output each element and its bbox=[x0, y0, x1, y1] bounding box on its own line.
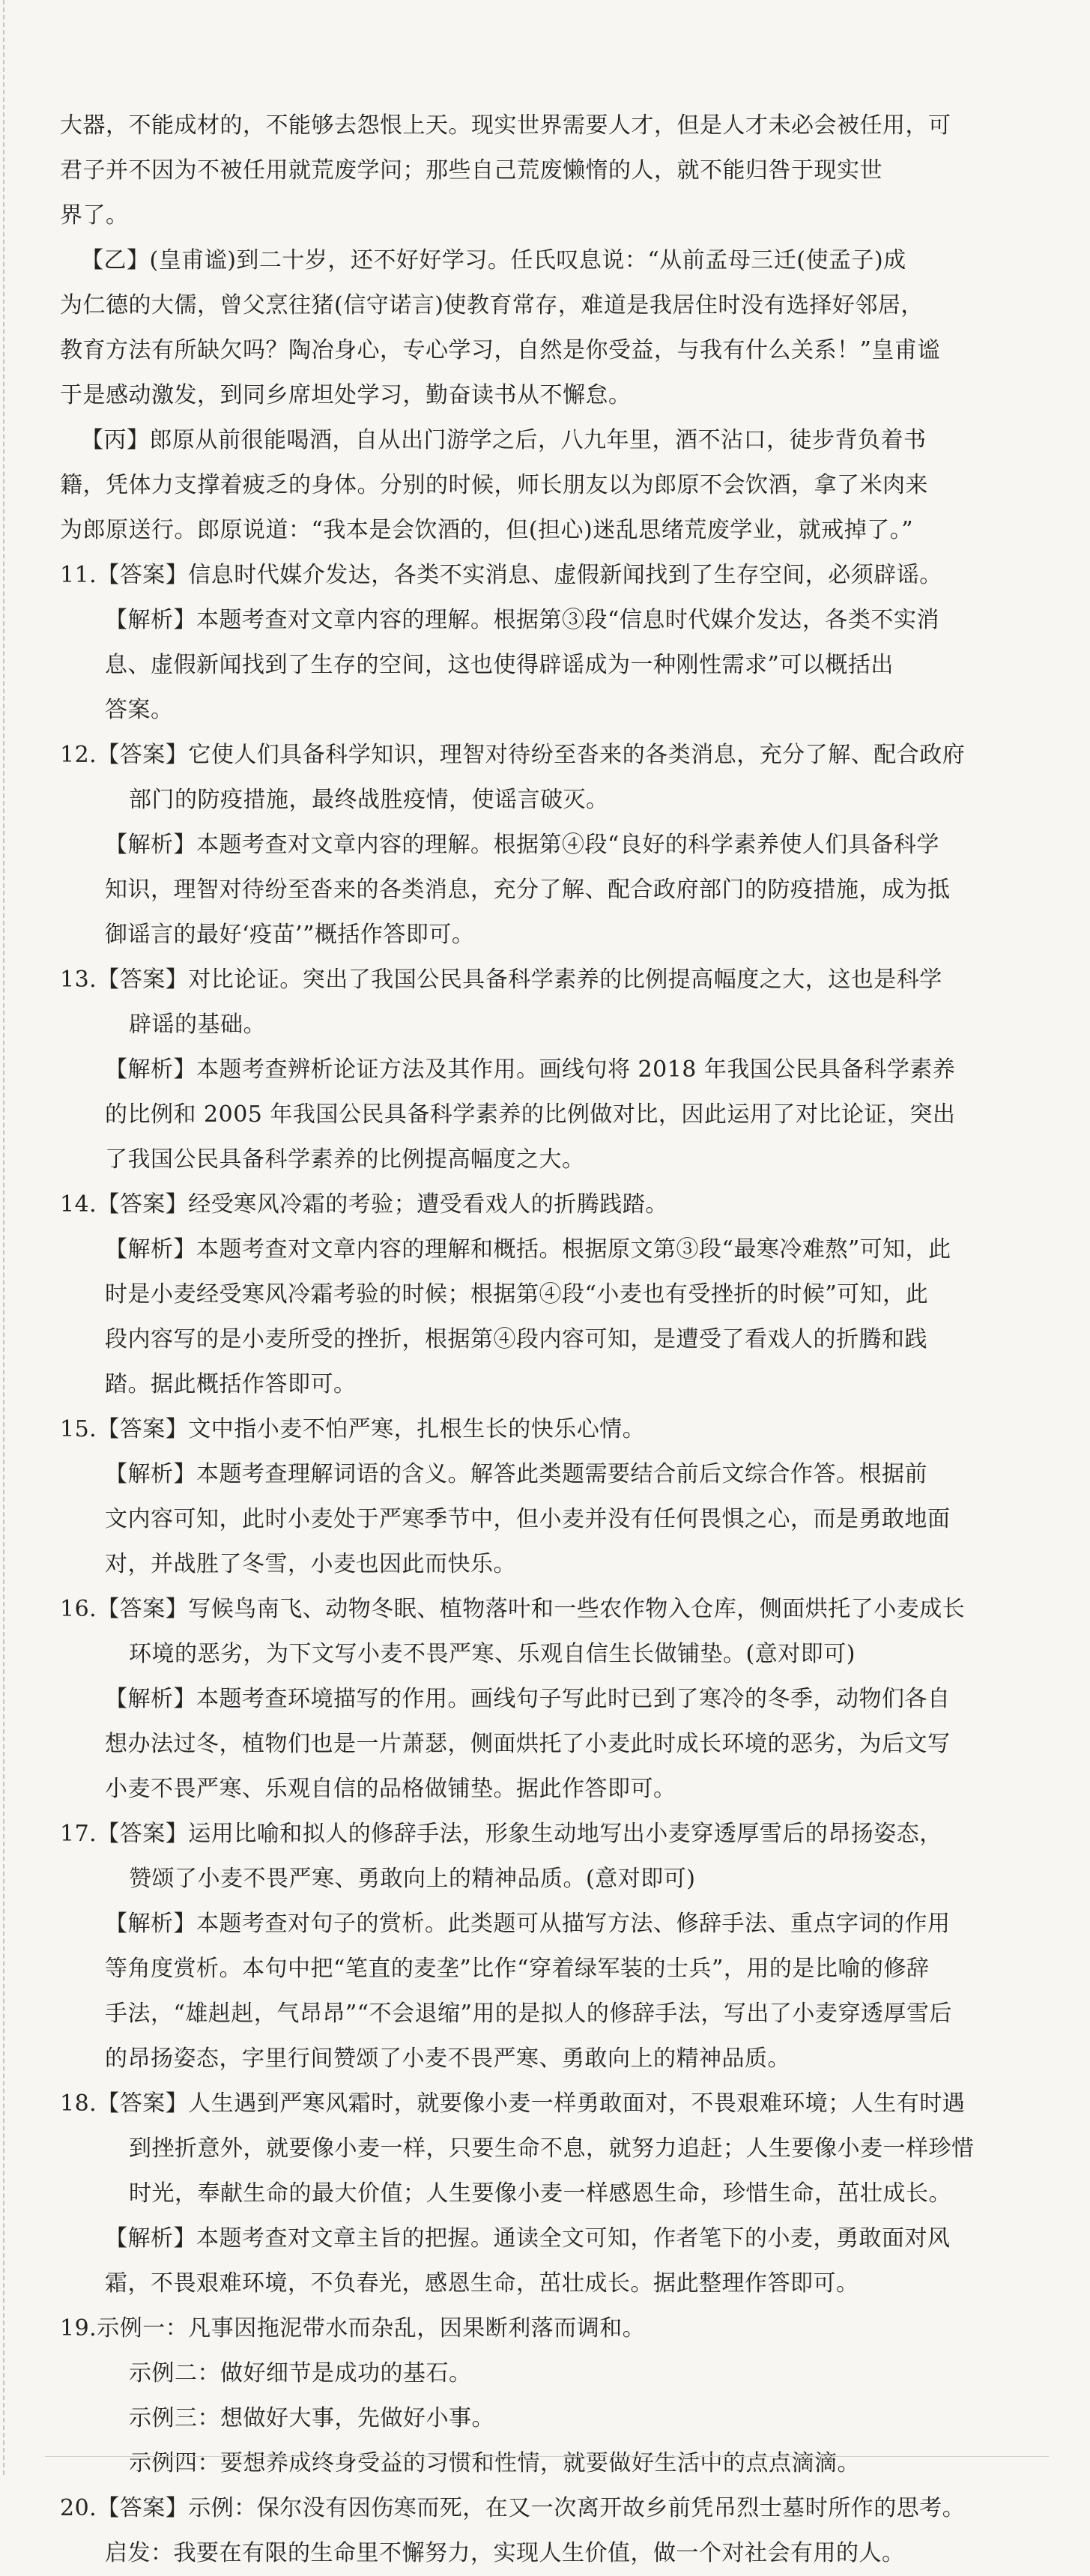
text-line: 20.【答案】示例：保尔没有因伤寒而死，在又一次离开故乡前凭吊烈士墓时所作的思考。 bbox=[60, 2495, 966, 2521]
text-line: 为仁德的大儒，曾父烹往猪(信守诺言)使教育常存，难道是我居住时没有选择好邻居， bbox=[60, 292, 924, 318]
text-line: 手法，“雄赳赳，气昂昂”“不会退缩”用的是拟人的修辞手法，写出了小麦穿透厚雪后 bbox=[105, 2001, 952, 2027]
text-line: 到挫折意外，就要像小麦一样，只要生命不息，就努力追赶；人生要像小麦一样珍惜 bbox=[129, 2135, 975, 2162]
text-line: 【解析】本题考查对文章内容的理解。根据第③段“信息时代媒介发达，各类不实消 bbox=[105, 607, 939, 633]
text-line: 【解析】本题考查理解词语的含义。解答此类题需要结合前后文综合作答。根据前 bbox=[105, 1461, 927, 1487]
text-line: 界了。 bbox=[60, 202, 129, 229]
text-line: 的昂扬姿态，字里行间赞颂了小麦不畏严寒、勇敢向上的精神品质。 bbox=[105, 2046, 790, 2072]
text-line: 启发：我要在有限的生命里不懈努力，实现人生价值，做一个对社会有用的人。 bbox=[105, 2540, 905, 2566]
text-line: 15.【答案】文中指小麦不怕严寒，扎根生长的快乐心情。 bbox=[60, 1416, 646, 1442]
text-line: 16.【答案】写候鸟南飞、动物冬眠、植物落叶和一些农作物入仓库，侧面烘托了小麦成长 bbox=[60, 1596, 966, 1622]
text-line: 【解析】本题考查环境描写的作用。画线句子写此时已到了寒冷的冬季，动物们各自 bbox=[105, 1686, 951, 1712]
text-line: 13.【答案】对比论证。突出了我国公民具备科学素养的比例提高幅度之大，这也是科学 bbox=[60, 967, 942, 993]
text-line: 【解析】本题考查对句子的赏析。此类题可从描写方法、修辞手法、重点字词的作用 bbox=[105, 1911, 951, 1937]
text-line: 段内容写的是小麦所受的挫折，根据第④段内容可知，是遭受了看戏人的折腾和践 bbox=[105, 1326, 927, 1352]
text-line: 御谣言的最好‘疫苗’”概括作答即可。 bbox=[105, 922, 475, 948]
answer-text-body bbox=[60, 103, 1049, 2576]
text-line: 的比例和 2005 年我国公民具备科学素养的比例做对比，因此运用了对比论证，突出 bbox=[105, 1101, 956, 1128]
text-line: 12.【答案】它使人们具备科学知识，理智对待纷至沓来的各类消息，充分了解、配合政府 bbox=[60, 742, 966, 768]
text-line: 等角度赏析。本句中把“笔直的麦垄”比作“穿着绿军装的士兵”，用的是比喻的修辞 bbox=[105, 1956, 930, 1982]
text-line: 【丙】郎原从前很能喝酒，自从出门游学之后，八九年里，酒不沾口，徒步背负着书 bbox=[81, 427, 927, 453]
text-line: 了我国公民具备科学素养的比例提高幅度之大。 bbox=[105, 1146, 585, 1173]
text-line: 【解析】本题考查对文章内容的理解。根据第④段“良好的科学素养使人们具备科学 bbox=[105, 832, 939, 858]
text-line: 霜，不畏艰难环境，不负春光，感恩生命，茁壮成长。据此整理作答即可。 bbox=[105, 2270, 859, 2297]
text-line: 籍，凭体力支撑着疲乏的身体。分别的时候，师长朋友以为郎原不会饮酒，拿了米肉来 bbox=[60, 472, 928, 498]
text-line: 想办法过冬，植物们也是一片萧瑟，侧面烘托了小麦此时成长环境的恶劣，为后文写 bbox=[105, 1731, 951, 1757]
text-line: 17.【答案】运用比喻和拟人的修辞手法，形象生动地写出小麦穿透厚雪后的昂扬姿态， bbox=[60, 1821, 942, 1847]
text-line: 【解析】本题考查辨析论证方法及其作用。画线句将 2018 年我国公民具备科学素养 bbox=[105, 1056, 956, 1083]
text-line: 踏。据此概括作答即可。 bbox=[105, 1371, 357, 1397]
text-line: 对，并战胜了冬雪，小麦也因此而快乐。 bbox=[105, 1551, 516, 1577]
text-line: 18.【答案】人生遇到严寒风霜时，就要像小麦一样勇敢面对，不畏艰难环境；人生有时遇 bbox=[60, 2090, 966, 2117]
text-line: 【解析】本题考查对文章主旨的把握。通读全文可知，作者笔下的小麦，勇敢面对风 bbox=[105, 2225, 951, 2252]
text-line: 小麦不畏严寒、乐观自信的品格做铺垫。据此作答即可。 bbox=[105, 1776, 676, 1802]
text-line: 示例四：要想养成终身受益的习惯和性情，就要做好生活中的点点滴滴。 bbox=[129, 2450, 860, 2476]
text-line: 知识，理智对待纷至沓来的各类消息，充分了解、配合政府部门的防疫措施，成为抵 bbox=[105, 877, 951, 903]
text-line: 赞颂了小麦不畏严寒、勇敢向上的精神品质。(意对即可) bbox=[129, 1866, 696, 1892]
text-line: 时是小麦经受寒风冷霜考验的时候；根据第④段“小麦也有受挫折的时候”可知，此 bbox=[105, 1281, 929, 1307]
text-line: 示例二：做好细节是成功的基石。 bbox=[129, 2360, 472, 2386]
text-line: 部门的防疫措施，最终战胜疫情，使谣言破灭。 bbox=[129, 787, 609, 813]
text-line: 辟谣的基础。 bbox=[129, 1012, 266, 1038]
footer-rule bbox=[45, 2456, 1049, 2457]
text-line: 【解析】本题考查对文章内容的理解和概括。根据原文第③段“最寒冷难熬”可知，此 bbox=[105, 1236, 951, 1263]
text-line: 答案。 bbox=[105, 697, 174, 723]
text-line: 为郎原送行。郎原说道：“我本是会饮酒的，但(担心)迷乱思绪荒废学业，就戒掉了。” bbox=[60, 517, 914, 543]
text-line: 14.【答案】经受寒风冷霜的考验；遭受看戏人的折腾践踏。 bbox=[60, 1191, 668, 1218]
text-line: 时光，奉献生命的最大价值；人生要像小麦一样感恩生命，珍惜生命，茁壮成长。 bbox=[129, 2180, 951, 2207]
text-line: 教育方法有所缺欠吗？陶冶身心，专心学习，自然是你受益，与我有什么关系！”皇甫谧 bbox=[60, 337, 940, 363]
text-line: 大器，不能成材的，不能够去怨恨上天。现实世界需要人才，但是人才未必会被任用，可 bbox=[60, 112, 951, 139]
text-line: 文内容可知，此时小麦处于严寒季节中，但小麦并没有任何畏惧之心，而是勇敢地面 bbox=[105, 1506, 951, 1532]
text-line: 示例三：想做好大事，先做好小事。 bbox=[129, 2405, 494, 2431]
text-line: 11.【答案】信息时代媒介发达，各类不实消息、虚假新闻找到了生存空间，必须辟谣。 bbox=[60, 562, 942, 588]
text-line: 于是感动激发，到同乡席坦处学习，勤奋读书从不懈怠。 bbox=[60, 382, 632, 408]
text-line: 【乙】(皇甫谧)到二十岁，还不好好学习。任氏叹息说：“从前孟母三迁(使孟子)成 bbox=[81, 247, 906, 273]
text-line: 息、虚假新闻找到了生存的空间，这也使得辟谣成为一种刚性需求”可以概括出 bbox=[105, 652, 894, 678]
binding-margin-line bbox=[3, 0, 4, 2475]
text-line: 君子并不因为不被任用就荒废学问；那些自己荒废懒惰的人，就不能归咎于现实世 bbox=[60, 157, 882, 184]
text-line: 环境的恶劣，为下文写小麦不畏严寒、乐观自信生长做铺垫。(意对即可) bbox=[129, 1641, 856, 1667]
text-line: 19.示例一：凡事因拖泥带水而杂乱，因果断利落而调和。 bbox=[60, 2315, 646, 2341]
